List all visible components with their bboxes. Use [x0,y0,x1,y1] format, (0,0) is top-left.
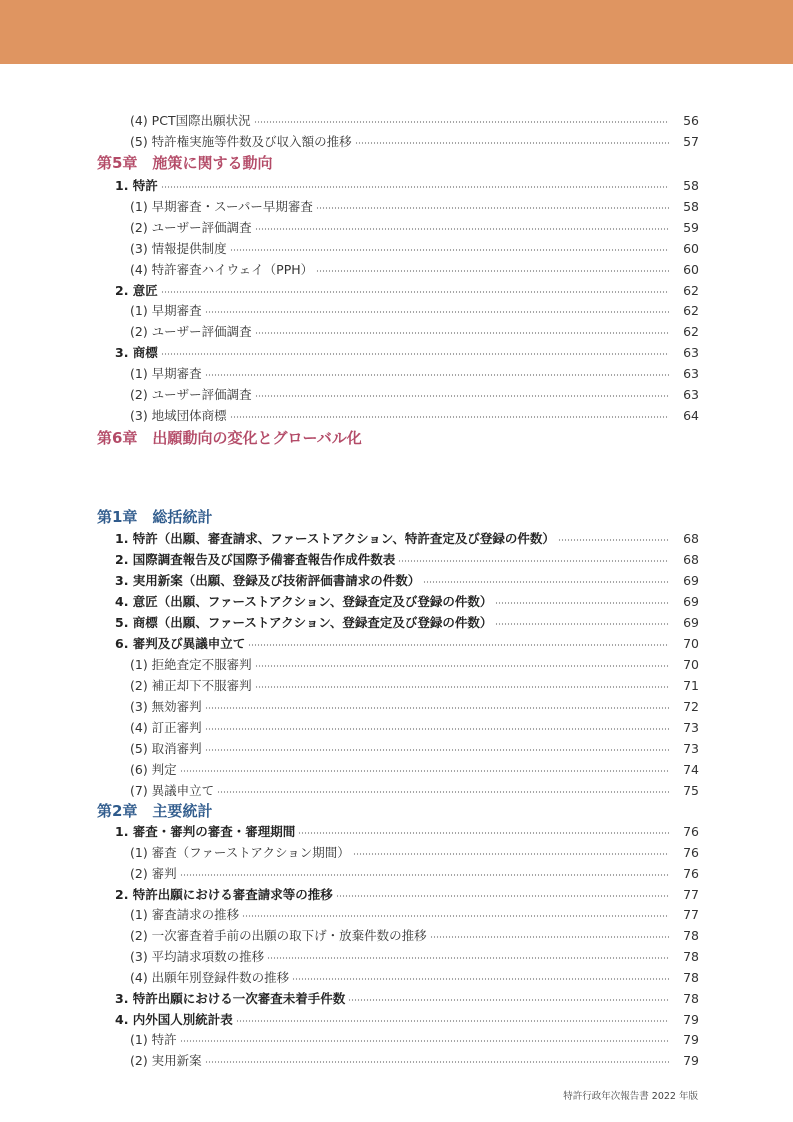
toc-entry-label: (4) 出願年別登録件数の推移 [130,970,290,985]
dot-leader [255,332,669,334]
toc-entry-label: (4) PCT国際出願状況 [130,113,251,128]
dot-leader [180,770,669,772]
toc-entry-label: (1) 早期審査 [130,366,202,381]
dot-leader [316,270,669,272]
toc-entry-label: (3) 平均請求項数の推移 [130,949,265,964]
dot-leader [495,602,669,604]
toc-page-number: 78 [683,969,699,985]
dot-leader [255,665,669,667]
dot-leader [236,1020,669,1022]
toc-page-number: 62 [683,323,699,339]
toc-page-number: 58 [683,198,699,214]
toc-subsection-entry[interactable] [0,675,793,695]
dot-leader [205,749,669,751]
toc-entry-label: (3) 無効審判 [130,699,202,714]
chapter-heading: 第1章 総括統計 [97,507,213,526]
toc-section-entry[interactable] [0,549,793,569]
toc-page-number: 77 [683,886,699,902]
toc-page-number: 70 [683,635,699,651]
toc-page-number: 73 [683,740,699,756]
toc-subsection-entry[interactable] [0,696,793,716]
toc-page-number: 76 [683,823,699,839]
dot-leader [205,311,669,313]
toc-page-number: 76 [683,865,699,881]
toc-entry-label: 3. 特許出願における一次審査未着手件数 [115,991,346,1006]
dot-leader [353,853,669,855]
toc-section-entry[interactable] [0,821,793,841]
dot-leader [205,1061,669,1063]
toc-subsection-entry[interactable] [0,196,793,216]
dot-leader [267,957,669,959]
dot-leader [230,249,669,251]
toc-entry-label: (1) 早期審査・スーパー早期審査 [130,199,313,214]
toc-page-number: 56 [683,112,699,128]
toc-section-entry[interactable] [0,884,793,904]
toc-entry-label: (1) 早期審査 [130,303,202,318]
toc-subsection-entry[interactable] [0,217,793,237]
toc-entry-label: (2) ユーザー評価調査 [130,387,252,402]
toc-subsection-entry[interactable] [0,238,793,258]
toc-subsection-entry[interactable] [0,300,793,320]
toc-subsection-entry[interactable] [0,717,793,737]
toc-subsection-entry[interactable] [0,321,793,341]
toc-subsection-entry[interactable] [0,925,793,945]
toc-subsection-entry[interactable] [0,1050,793,1070]
toc-section-entry[interactable] [0,591,793,611]
dot-leader [205,374,669,376]
dot-leader [161,186,669,188]
toc-page-number: 78 [683,948,699,964]
toc-page-number: 60 [683,261,699,277]
toc-entry-label: (1) 特許 [130,1032,177,1047]
dot-leader [336,895,669,897]
toc-section-entry[interactable] [0,570,793,590]
toc-page-number: 58 [683,177,699,193]
toc-page-number: 79 [683,1011,699,1027]
toc-entry-label: (5) 取消審判 [130,741,202,756]
toc-page-number: 69 [683,593,699,609]
dot-leader [217,791,669,793]
page-footer: 特許行政年次報告書 2022 年版 [563,1091,698,1102]
dot-leader [255,686,669,688]
toc-page-number: 62 [683,302,699,318]
dot-leader [298,832,669,834]
toc-entry-label: (2) ユーザー評価調査 [130,324,252,339]
dot-leader [180,1040,669,1042]
toc-entry-label: (6) 判定 [130,762,177,777]
toc-entry-label: 1. 特許（出願、審査請求、ファーストアクション、特許査定及び登録の件数） [115,531,555,546]
toc-subsection-entry[interactable] [0,363,793,383]
toc-page-number: 69 [683,572,699,588]
toc-page-number: 75 [683,782,699,798]
toc-entry-label: (3) 情報提供制度 [130,241,227,256]
toc-subsection-entry[interactable] [0,759,793,779]
toc-page-number: 60 [683,240,699,256]
toc-page-number: 57 [683,133,699,149]
dot-leader [316,207,669,209]
toc-subsection-entry[interactable] [0,110,793,130]
toc-section-entry[interactable] [0,1009,793,1029]
toc-section-entry[interactable] [0,612,793,632]
toc-entry-label: (2) 審判 [130,866,177,881]
toc-page-number: 78 [683,927,699,943]
dot-leader [255,228,669,230]
dot-leader [254,121,669,123]
toc-page-number: 70 [683,656,699,672]
toc-page-number: 59 [683,219,699,235]
toc-entry-label: (3) 地域団体商標 [130,408,227,423]
dot-leader [355,142,669,144]
toc-section-entry[interactable] [0,342,793,362]
toc-section-entry[interactable] [0,988,793,1008]
dot-leader [180,874,669,876]
dot-leader [205,728,669,730]
toc-page-number: 78 [683,990,699,1006]
dot-leader [423,581,669,583]
toc-entry-label: 3. 商標 [115,345,158,360]
dot-leader [248,644,669,646]
toc-section-entry[interactable] [0,175,793,195]
toc-page-number: 63 [683,386,699,402]
toc-page-number: 79 [683,1052,699,1068]
toc-page-number: 71 [683,677,699,693]
chapter-heading: 第5章 施策に関する動向 [97,153,273,172]
toc-page-number: 63 [683,344,699,360]
chapter-heading: 第2章 主要統計 [97,801,213,820]
toc-page-number: 73 [683,719,699,735]
toc-entry-label: (1) 審査請求の推移 [130,907,240,922]
toc-entry-label: (7) 異議申立て [130,783,215,798]
toc-page-number: 72 [683,698,699,714]
toc-entry-label: (4) 特許審査ハイウェイ（PPH） [130,262,314,277]
toc-subsection-entry[interactable] [0,863,793,883]
toc-subsection-entry[interactable] [0,654,793,674]
toc-page-number: 69 [683,614,699,630]
toc-entry-label: (2) 一次審査着手前の出願の取下げ・放棄件数の推移 [130,928,427,943]
toc-entry-label: 4. 内外国人別統計表 [115,1012,233,1027]
toc-entry-label: 2. 意匠 [115,283,158,298]
dot-leader [558,539,669,541]
toc-entry-label: 2. 特許出願における審査請求等の推移 [115,887,333,902]
toc-subsection-entry[interactable] [0,967,793,987]
toc-entry-label: (1) 拒絶査定不服審判 [130,657,252,672]
toc-entry-label: 1. 審査・審判の審査・審理期間 [115,824,296,839]
toc-entry-label: 5. 商標（出願、ファーストアクション、登録査定及び登録の件数） [115,615,493,630]
toc-entry-label: 2. 国際調査報告及び国際予備審査報告作成件数表 [115,552,396,567]
toc-entry-label: (2) 実用新案 [130,1053,202,1068]
dot-leader [205,707,669,709]
toc-entry-label: (5) 特許権実施等件数及び収入額の推移 [130,134,352,149]
toc-page-number: 77 [683,906,699,922]
toc-subsection-entry[interactable] [0,780,793,800]
toc-subsection-entry[interactable] [0,738,793,758]
toc-entry-label: (2) 補正却下不服審判 [130,678,252,693]
toc-page-number: 79 [683,1031,699,1047]
toc-section-entry[interactable] [0,633,793,653]
toc-subsection-entry[interactable] [0,1029,793,1049]
toc-section-entry[interactable] [0,528,793,548]
toc-subsection-entry[interactable] [0,259,793,279]
toc-page-number: 62 [683,282,699,298]
toc-entry-label: (4) 訂正審判 [130,720,202,735]
toc-subsection-entry[interactable] [0,904,793,924]
toc-entry-label: 4. 意匠（出願、ファーストアクション、登録査定及び登録の件数） [115,594,493,609]
dot-leader [255,395,669,397]
toc-entry-label: (1) 審査（ファーストアクション期間） [130,845,350,860]
toc-section-entry[interactable] [0,280,793,300]
dot-leader [292,978,669,980]
toc-subsection-entry[interactable] [0,405,793,425]
toc-page-number: 76 [683,844,699,860]
toc-subsection-entry[interactable] [0,384,793,404]
toc-entry-label: (2) ユーザー評価調査 [130,220,252,235]
toc-page-number: 68 [683,551,699,567]
dot-leader [495,623,669,625]
toc-subsection-entry[interactable] [0,946,793,966]
dot-leader [161,353,669,355]
dot-leader [430,936,669,938]
dot-leader [230,416,669,418]
header-color-band [0,0,793,64]
dot-leader [161,291,669,293]
toc-entry-label: 6. 審判及び異議申立て [115,636,246,651]
toc-entry-label: 1. 特許 [115,178,158,193]
toc-subsection-entry[interactable] [0,842,793,862]
toc-page-number: 68 [683,530,699,546]
dot-leader [242,915,669,917]
dot-leader [348,999,669,1001]
toc-subsection-entry[interactable] [0,131,793,151]
toc-page-number: 74 [683,761,699,777]
chapter-heading: 第6章 出願動向の変化とグローバル化 [97,428,362,447]
toc-page-number: 63 [683,365,699,381]
toc-page-number: 64 [683,407,699,423]
toc-entry-label: 3. 実用新案（出願、登録及び技術評価書請求の件数） [115,573,421,588]
dot-leader [398,560,669,562]
